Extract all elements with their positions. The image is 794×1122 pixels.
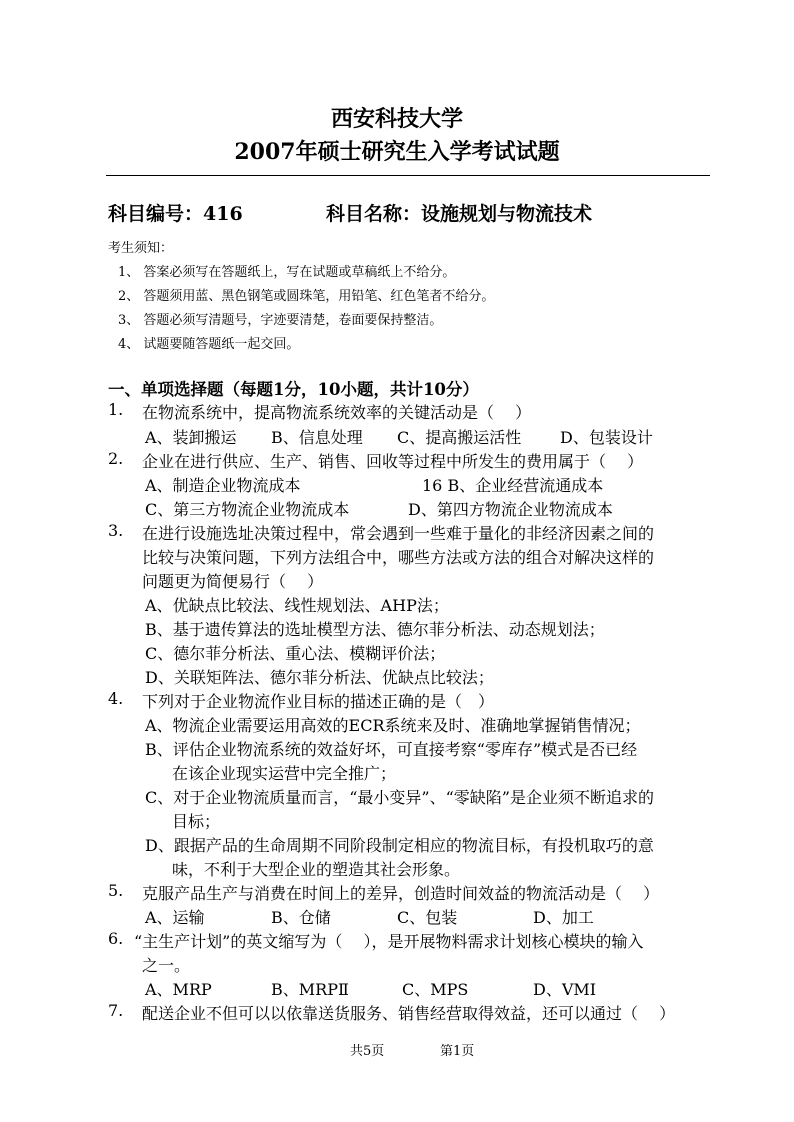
question-text: 之一。 xyxy=(142,956,191,975)
question-number: 6. xyxy=(108,929,124,948)
question-text: 在进行设施选址决策过程中，常会遇到一些难于量化的非经济因素之间的 xyxy=(142,524,655,543)
question-number: 1. xyxy=(108,400,124,419)
question-number: 3. xyxy=(108,521,124,540)
option: A、制造企业物流成本 xyxy=(145,476,301,495)
option: D、VMI xyxy=(533,980,597,999)
question-text: 比较与决策问题，下列方法组合中，哪些方法或方法的组合对解决这样的 xyxy=(142,548,655,567)
option: C、德尔菲分析法、重心法、模糊评价法； xyxy=(145,644,446,663)
subject-name: 科目名称：设施规划与物流技术 xyxy=(326,203,593,225)
instruction-item: 4、 试题要随答题纸一起交回。 xyxy=(118,337,300,352)
option: A、运输 xyxy=(145,908,205,927)
question-text: 下列对于企业物流作业目标的描述正确的是（ ） xyxy=(142,692,495,711)
question-number: 5. xyxy=(108,881,124,900)
subject-code: 科目编号：416 xyxy=(108,203,243,225)
total-pages: 共5页 xyxy=(350,1044,385,1059)
option: D、关联矩阵法、德尔菲分析法、优缺点比较法； xyxy=(145,668,494,687)
instructions-heading: 考生须知： xyxy=(108,241,174,256)
option: B、MRPⅡ xyxy=(271,980,349,999)
option-continuation: 目标； xyxy=(172,812,221,831)
option: A、优缺点比较法、线性规划法、AHP法； xyxy=(145,596,449,615)
question-number: 4. xyxy=(108,689,124,708)
option: C、提高搬运活性 xyxy=(397,428,522,447)
question-text: “主生产计划”的英文缩写为（ ），是开展物料需求计划核心模块的输入 xyxy=(134,932,644,951)
question-text: 在物流系统中，提高物流系统效率的关键活动是（ ） xyxy=(142,403,532,422)
instruction-item: 3、 答题必须写清题号，字迹要清楚，卷面要保持整洁。 xyxy=(118,313,443,328)
option: A、MRP xyxy=(145,980,212,999)
option: D、包装设计 xyxy=(560,428,653,447)
option: C、MPS xyxy=(402,980,469,999)
option: B、仓储 xyxy=(271,908,331,927)
instruction-item: 1、 答案必须写在答题纸上，写在试题或草稿纸上不给分。 xyxy=(118,265,456,280)
option: 16 B、企业经营流通成本 xyxy=(422,476,604,495)
option: C、对于企业物流质量而言，“最小变异”、“零缺陷”是企业须不断追求的 xyxy=(145,788,654,807)
option: A、物流企业需要运用高效的ECR系统来及时、准确地掌握销售情况； xyxy=(145,716,641,735)
option: B、评估企业物流系统的效益好坏，可直接考察“零库存”模式是否已经 xyxy=(145,740,638,759)
option-continuation: 在该企业现实运营中完全推广； xyxy=(172,764,397,783)
option-continuation: 味，不利于大型企业的塑造其社会形象。 xyxy=(172,860,461,879)
option: B、信息处理 xyxy=(271,428,363,447)
option: B、基于遗传算法的选址模型方法、德尔菲分析法、动态规划法； xyxy=(145,620,605,639)
exam-title: 2007年硕士研究生入学考试试题 xyxy=(234,139,560,165)
header-divider xyxy=(106,175,710,176)
section-title: 一、单项选择题（每题1分，10小题，共计10分） xyxy=(108,380,479,399)
question-text: 企业在进行供应、生产、销售、回收等过程中所发生的费用属于（ ） xyxy=(142,452,644,471)
option: A、装卸搬运 xyxy=(145,428,237,447)
page-number: 第1页 xyxy=(440,1044,475,1059)
question-text: 克服产品生产与消费在时间上的差异，创造时间效益的物流活动是（ ） xyxy=(142,884,660,903)
question-number: 2. xyxy=(108,449,124,468)
question-text: 配送企业不但可以以依靠送货服务、销售经营取得效益，还可以通过（ ） xyxy=(142,1004,676,1023)
question-number: 7. xyxy=(108,1001,124,1020)
question-text: 问题更为简便易行（ ） xyxy=(142,572,324,591)
option: C、包装 xyxy=(397,908,458,927)
option: D、跟据产品的生命周期不同阶段制定相应的物流目标，有投机取巧的意 xyxy=(145,836,654,855)
option: C、第三方物流企业物流成本 xyxy=(145,500,350,519)
university-name: 西安科技大学 xyxy=(330,106,463,132)
instruction-item: 2、 答题须用蓝、黑色钢笔或圆珠笔，用铅笔、红色笔者不给分。 xyxy=(118,289,495,304)
option: D、加工 xyxy=(533,908,594,927)
option: D、第四方物流企业物流成本 xyxy=(408,500,613,519)
